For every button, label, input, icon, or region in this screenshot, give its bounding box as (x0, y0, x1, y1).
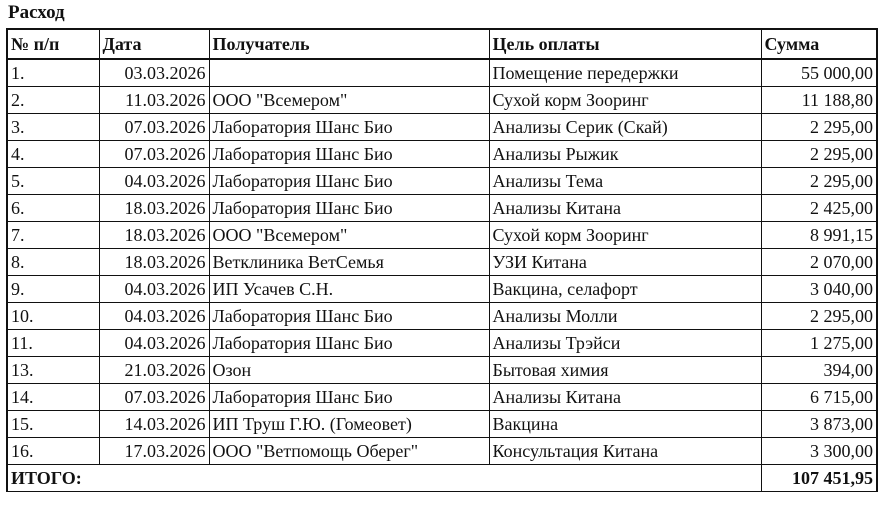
row-amount: 2 295,00 (761, 141, 877, 168)
header-recipient: Получатель (209, 29, 489, 59)
row-recipient: Лаборатория Шанс Био (209, 114, 489, 141)
row-recipient: ООО "Ветпомощь Оберег" (209, 438, 489, 465)
table-row (7, 330, 877, 357)
row-date: 11.03.2026 (99, 87, 209, 114)
row-number: 14. (7, 384, 99, 411)
row-purpose: Вакцина, селафорт (489, 276, 761, 303)
row-amount: 394,00 (761, 357, 877, 384)
header-row (7, 29, 877, 59)
total-row (7, 465, 877, 492)
row-date: 04.03.2026 (99, 276, 209, 303)
table-row (7, 141, 877, 168)
row-recipient: Лаборатория Шанс Био (209, 303, 489, 330)
row-purpose: Анализы Китана (489, 195, 761, 222)
row-recipient: ИП Усачев С.Н. (209, 276, 489, 303)
total-value: 107 451,95 (761, 465, 877, 492)
table-row (7, 59, 877, 87)
row-recipient: Лаборатория Шанс Био (209, 330, 489, 357)
row-amount: 3 873,00 (761, 411, 877, 438)
row-number: 11. (7, 330, 99, 357)
row-amount: 2 425,00 (761, 195, 877, 222)
row-date: 03.03.2026 (99, 59, 209, 87)
header-amount: Сумма (761, 29, 877, 59)
table-row (7, 249, 877, 276)
row-recipient: Лаборатория Шанс Био (209, 384, 489, 411)
row-amount: 55 000,00 (761, 59, 877, 87)
row-amount: 8 991,15 (761, 222, 877, 249)
row-date: 07.03.2026 (99, 114, 209, 141)
table-row (7, 411, 877, 438)
row-number: 4. (7, 141, 99, 168)
row-purpose: Анализы Китана (489, 384, 761, 411)
row-amount: 11 188,80 (761, 87, 877, 114)
row-amount: 3 300,00 (761, 438, 877, 465)
table-body (7, 59, 877, 465)
row-amount: 3 040,00 (761, 276, 877, 303)
row-number: 3. (7, 114, 99, 141)
expense-table (6, 28, 878, 492)
row-number: 15. (7, 411, 99, 438)
table-row (7, 168, 877, 195)
row-purpose: Анализы Трэйси (489, 330, 761, 357)
row-purpose: Анализы Серик (Скай) (489, 114, 761, 141)
header-date: Дата (99, 29, 209, 59)
row-purpose: Сухой корм Зооринг (489, 87, 761, 114)
row-date: 18.03.2026 (99, 249, 209, 276)
row-number: 5. (7, 168, 99, 195)
table-row (7, 303, 877, 330)
row-purpose: Анализы Тема (489, 168, 761, 195)
row-date: 04.03.2026 (99, 330, 209, 357)
row-amount: 2 295,00 (761, 114, 877, 141)
row-recipient: ООО "Всемером" (209, 87, 489, 114)
row-purpose: Сухой корм Зооринг (489, 222, 761, 249)
row-recipient (209, 59, 489, 87)
table-row (7, 438, 877, 465)
row-number: 6. (7, 195, 99, 222)
row-recipient: Лаборатория Шанс Био (209, 195, 489, 222)
row-number: 2. (7, 87, 99, 114)
row-purpose: Анализы Молли (489, 303, 761, 330)
header-purpose: Цель оплаты (489, 29, 761, 59)
row-recipient: Лаборатория Шанс Био (209, 168, 489, 195)
table-row (7, 87, 877, 114)
row-amount: 6 715,00 (761, 384, 877, 411)
row-purpose: Вакцина (489, 411, 761, 438)
row-amount: 2 295,00 (761, 168, 877, 195)
row-number: 9. (7, 276, 99, 303)
row-date: 21.03.2026 (99, 357, 209, 384)
row-amount: 2 295,00 (761, 303, 877, 330)
table-row (7, 276, 877, 303)
row-date: 17.03.2026 (99, 438, 209, 465)
table-row (7, 195, 877, 222)
row-purpose: Помещение передержки (489, 59, 761, 87)
row-recipient: ИП Труш Г.Ю. (Гомеовет) (209, 411, 489, 438)
row-recipient: Ветклиника ВетСемья (209, 249, 489, 276)
row-date: 07.03.2026 (99, 141, 209, 168)
row-number: 16. (7, 438, 99, 465)
row-amount: 1 275,00 (761, 330, 877, 357)
row-date: 14.03.2026 (99, 411, 209, 438)
table-row (7, 357, 877, 384)
row-date: 07.03.2026 (99, 384, 209, 411)
row-recipient: Лаборатория Шанс Био (209, 141, 489, 168)
row-date: 04.03.2026 (99, 303, 209, 330)
total-label: ИТОГО: (7, 465, 761, 492)
row-date: 18.03.2026 (99, 222, 209, 249)
row-number: 8. (7, 249, 99, 276)
row-recipient: Озон (209, 357, 489, 384)
page-title: Расход (8, 2, 65, 23)
row-date: 04.03.2026 (99, 168, 209, 195)
row-purpose: Анализы Рыжик (489, 141, 761, 168)
row-number: 10. (7, 303, 99, 330)
row-purpose: Консультация Китана (489, 438, 761, 465)
table-row (7, 222, 877, 249)
row-recipient: ООО "Всемером" (209, 222, 489, 249)
row-number: 7. (7, 222, 99, 249)
row-amount: 2 070,00 (761, 249, 877, 276)
row-number: 13. (7, 357, 99, 384)
table-row (7, 114, 877, 141)
row-number: 1. (7, 59, 99, 87)
header-number: № п/п (7, 29, 99, 59)
table-row (7, 384, 877, 411)
row-purpose: УЗИ Китана (489, 249, 761, 276)
row-date: 18.03.2026 (99, 195, 209, 222)
row-purpose: Бытовая химия (489, 357, 761, 384)
